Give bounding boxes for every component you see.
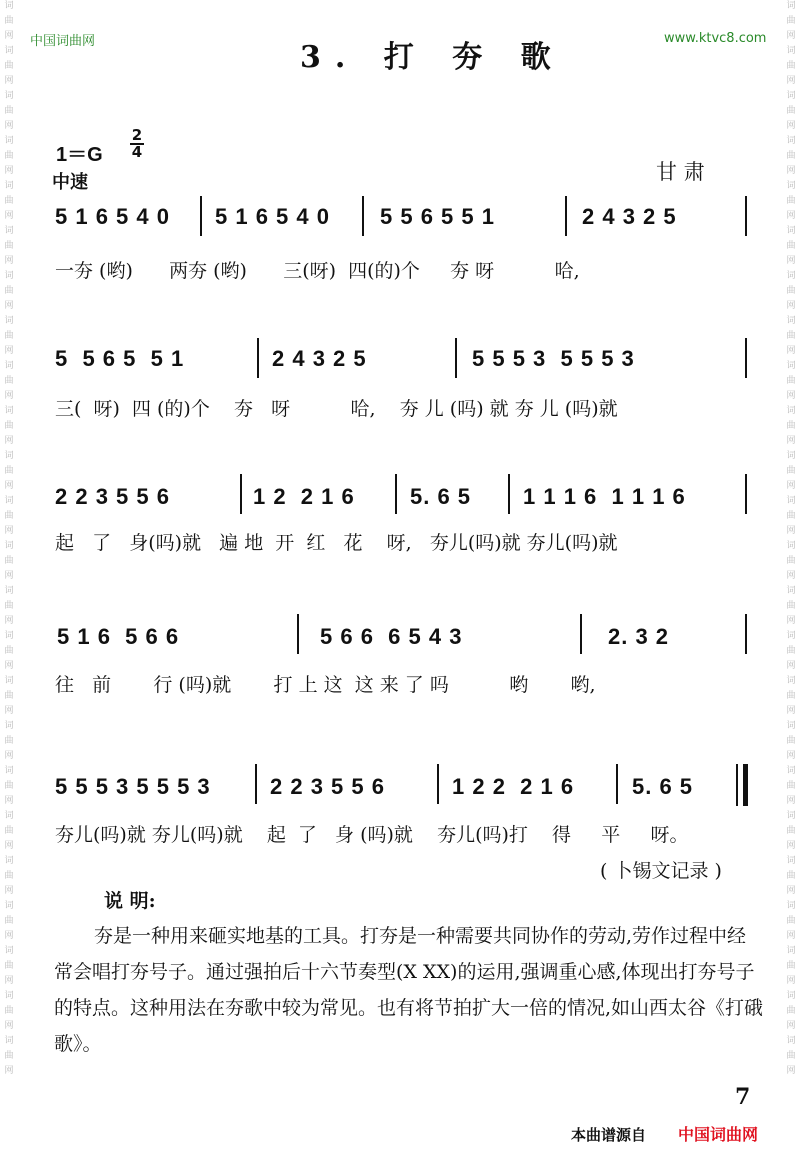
watermark-char: 曲	[786, 1006, 796, 1016]
barline	[362, 196, 364, 236]
watermark-char: 词	[4, 451, 14, 461]
watermark-char: 词	[4, 721, 14, 731]
watermark-char: 曲	[786, 466, 796, 476]
song-title: 3. 打 夯 歌	[300, 40, 565, 75]
watermark-char: 曲	[786, 691, 796, 701]
measure-5-3: 1 2 2 2 1 6	[452, 774, 575, 799]
barline	[255, 764, 257, 804]
watermark-char: 词	[4, 496, 14, 506]
watermark-char: 网	[786, 346, 796, 356]
watermark-char: 网	[786, 436, 796, 446]
watermark-char: 网	[4, 796, 14, 806]
site-url-right[interactable]: www.ktvc8.com	[664, 31, 767, 46]
watermark-char: 曲	[786, 871, 796, 881]
watermark-char: 曲	[786, 1051, 796, 1061]
watermark-char: 曲	[4, 421, 14, 431]
watermark-char: 网	[786, 751, 796, 761]
watermark-char: 网	[4, 346, 14, 356]
time-signature	[130, 128, 144, 160]
watermark-char: 词	[786, 811, 796, 821]
watermark-char: 词	[786, 541, 796, 551]
watermark-char: 网	[786, 76, 796, 86]
watermark-char: 曲	[786, 376, 796, 386]
watermark-char: 网	[786, 571, 796, 581]
time-signature-top: 2	[131, 126, 143, 144]
watermark-char: 词	[786, 721, 796, 731]
watermark-char: 词	[786, 406, 796, 416]
watermark-char: 网	[786, 256, 796, 266]
watermark-char: 网	[4, 886, 14, 896]
lyrics-line-1: 一夯 (哟) 两夯 (哟) 三(呀) 四(的)个 夯 呀 哈,	[55, 260, 580, 282]
lyrics-line-2: 三( 呀) 四 (的)个 夯 呀 哈, 夯 儿 (吗) 就 夯 儿 (吗)就	[55, 398, 618, 420]
watermark-char: 词	[4, 856, 14, 866]
region-label: 甘 肃	[656, 160, 705, 184]
barline	[395, 474, 397, 514]
watermark-char: 词	[786, 901, 796, 911]
measure-1-4: 2 4 3 2 5	[582, 204, 677, 229]
measure-3-2: 1 2 2 1 6	[253, 484, 355, 509]
watermark-char: 曲	[4, 106, 14, 116]
measure-3-1: 2 2 3 5 5 6	[55, 484, 170, 509]
measure-5-2: 2 2 3 5 5 6	[270, 774, 385, 799]
watermark-char: 词	[786, 136, 796, 146]
watermark-char: 词	[786, 316, 796, 326]
watermark-char: 曲	[786, 961, 796, 971]
watermark-char: 网	[786, 31, 796, 41]
watermark-char: 曲	[786, 916, 796, 926]
watermark-char: 词	[4, 1036, 14, 1046]
watermark-char: 词	[786, 856, 796, 866]
watermark-char: 网	[786, 301, 796, 311]
site-name-left[interactable]: 中国词曲网	[30, 34, 96, 49]
watermark-char: 词	[4, 766, 14, 776]
watermark-char: 词	[4, 946, 14, 956]
watermark-char: 词	[4, 226, 14, 236]
watermark-char: 网	[4, 976, 14, 986]
watermark-char: 曲	[786, 196, 796, 206]
watermark-char: 曲	[786, 331, 796, 341]
barline	[257, 338, 259, 378]
watermark-char: 曲	[4, 871, 14, 881]
barline	[745, 196, 747, 236]
watermark-char: 曲	[4, 1006, 14, 1016]
barline	[508, 474, 510, 514]
footer-source-label: 本曲谱源自	[571, 1126, 647, 1144]
watermark-char: 网	[786, 796, 796, 806]
watermark-char: 网	[4, 931, 14, 941]
watermark-char: 网	[4, 706, 14, 716]
watermark-char: 词	[786, 766, 796, 776]
watermark-char: 词	[4, 541, 14, 551]
measure-4-3: 2. 3 2	[608, 624, 670, 649]
watermark-char: 曲	[4, 916, 14, 926]
watermark-char: 词	[4, 586, 14, 596]
watermark-char: 网	[786, 211, 796, 221]
watermark-char: 曲	[786, 16, 796, 26]
measure-5-1: 5 5 5 3 5 5 5 3	[55, 774, 211, 799]
measure-1-1: 5 1 6 5 4 0	[55, 204, 170, 229]
watermark-char: 网	[786, 976, 796, 986]
watermark-char: 曲	[4, 151, 14, 161]
watermark-char: 曲	[4, 781, 14, 791]
watermark-char: 网	[4, 751, 14, 761]
watermark-char: 网	[786, 1021, 796, 1031]
watermark-char: 曲	[4, 466, 14, 476]
watermark-char: 网	[4, 211, 14, 221]
left-watermark-strip	[0, 0, 18, 1172]
barline	[745, 614, 747, 654]
watermark-char: 网	[4, 301, 14, 311]
watermark-char: 网	[4, 661, 14, 671]
watermark-char: 曲	[4, 286, 14, 296]
watermark-char: 网	[4, 256, 14, 266]
watermark-char: 曲	[4, 16, 14, 26]
notes-paragraph: 夯是一种用来砸实地基的工具。打夯是一种需要共同协作的劳动,劳作过程中经常会唱打夯号子。通过强拍后十六节奏型(X XX)的运用,强调重心感,体现出打夯号子的特点。这种用法在夯歌中较为常见。也有将节拍扩大一倍的情况,如山西太谷《打硪歌》。	[54, 925, 764, 1055]
watermark-char: 网	[786, 166, 796, 176]
watermark-char: 曲	[786, 781, 796, 791]
watermark-char: 曲	[786, 826, 796, 836]
watermark-char: 网	[786, 616, 796, 626]
measure-2-3: 5 5 5 3 5 5 5 3	[472, 346, 635, 371]
barline	[297, 614, 299, 654]
watermark-char: 网	[786, 661, 796, 671]
watermark-char: 曲	[786, 556, 796, 566]
barline	[437, 764, 439, 804]
final-barline-thick	[743, 764, 748, 806]
right-watermark-strip	[782, 0, 800, 1172]
watermark-char: 词	[786, 676, 796, 686]
watermark-char: 曲	[786, 511, 796, 521]
footer-source-site[interactable]: 中国词曲网	[678, 1125, 759, 1144]
barline	[745, 474, 747, 514]
watermark-char: 曲	[786, 286, 796, 296]
watermark-char: 词	[786, 451, 796, 461]
watermark-char: 词	[786, 226, 796, 236]
watermark-char: 词	[786, 181, 796, 191]
watermark-char: 曲	[786, 421, 796, 431]
watermark-char: 曲	[4, 601, 14, 611]
barline	[565, 196, 567, 236]
watermark-char: 网	[4, 571, 14, 581]
final-barline-thin	[736, 764, 738, 806]
watermark-char: 曲	[4, 646, 14, 656]
barline	[455, 338, 457, 378]
watermark-char: 词	[786, 586, 796, 596]
time-signature-bottom: 4	[131, 143, 143, 161]
watermark-char: 网	[4, 391, 14, 401]
watermark-char: 词	[786, 496, 796, 506]
watermark-char: 曲	[786, 106, 796, 116]
measure-1-3: 5 5 6 5 5 1	[380, 204, 495, 229]
watermark-char: 词	[4, 361, 14, 371]
watermark-char: 网	[786, 121, 796, 131]
measure-5-4: 5. 6 5	[632, 774, 694, 799]
watermark-char: 曲	[786, 241, 796, 251]
watermark-char: 词	[4, 316, 14, 326]
watermark-char: 曲	[786, 601, 796, 611]
lyrics-line-3: 起 了 身(吗)就 遍 地 开 红 花 呀, 夯儿(吗)就 夯儿(吗)就	[55, 532, 618, 554]
measure-4-2: 5 6 6 6 5 4 3	[320, 624, 463, 649]
watermark-char: 网	[4, 481, 14, 491]
watermark-char: 网	[786, 886, 796, 896]
recorder-credit: ( 卜锡文记录 )	[600, 860, 722, 882]
watermark-char: 网	[786, 391, 796, 401]
watermark-char: 词	[4, 181, 14, 191]
watermark-char: 网	[4, 1021, 14, 1031]
watermark-char: 网	[786, 706, 796, 716]
watermark-char: 网	[786, 1066, 796, 1076]
watermark-char: 词	[4, 901, 14, 911]
lyrics-line-4: 往 前 行 (吗)就 打 上 这 这 来 了 吗 哟 哟,	[55, 674, 596, 696]
watermark-char: 网	[786, 526, 796, 536]
watermark-char: 网	[4, 841, 14, 851]
tempo-marking: 中速	[52, 172, 88, 193]
watermark-char: 曲	[4, 376, 14, 386]
watermark-char: 曲	[786, 736, 796, 746]
watermark-char: 网	[4, 121, 14, 131]
watermark-char: 网	[4, 166, 14, 176]
watermark-char: 词	[4, 271, 14, 281]
watermark-char: 曲	[4, 826, 14, 836]
watermark-char: 曲	[4, 556, 14, 566]
watermark-char: 网	[786, 481, 796, 491]
measure-3-4: 1 1 1 6 1 1 1 6	[523, 484, 686, 509]
watermark-char: 词	[786, 271, 796, 281]
watermark-char: 曲	[4, 511, 14, 521]
watermark-char: 词	[786, 1036, 796, 1046]
watermark-char: 曲	[4, 196, 14, 206]
barline	[240, 474, 242, 514]
watermark-char: 网	[786, 841, 796, 851]
watermark-char: 曲	[786, 151, 796, 161]
watermark-char: 网	[4, 436, 14, 446]
watermark-char: 词	[4, 46, 14, 56]
watermark-char: 词	[4, 991, 14, 1001]
watermark-char: 曲	[4, 241, 14, 251]
notes-heading: 说 明:	[104, 890, 156, 912]
barline	[745, 338, 747, 378]
lyrics-line-5: 夯儿(吗)就 夯儿(吗)就 起 了 身 (吗)就 夯儿(吗)打 得 平 呀。	[55, 824, 689, 846]
watermark-char: 词	[786, 91, 796, 101]
watermark-char: 词	[786, 46, 796, 56]
barline	[200, 196, 202, 236]
barline	[580, 614, 582, 654]
watermark-char: 网	[4, 31, 14, 41]
watermark-char: 网	[4, 616, 14, 626]
watermark-char: 词	[786, 361, 796, 371]
measure-2-1: 5 5 6 5 5 1	[55, 346, 185, 371]
watermark-char: 词	[4, 631, 14, 641]
watermark-char: 词	[786, 631, 796, 641]
watermark-char: 词	[4, 811, 14, 821]
watermark-char: 网	[786, 931, 796, 941]
watermark-char: 网	[4, 1066, 14, 1076]
watermark-char: 词	[4, 406, 14, 416]
watermark-char: 词	[4, 1, 14, 11]
page-number: 7	[735, 1084, 751, 1110]
watermark-char: 曲	[4, 736, 14, 746]
watermark-char: 曲	[786, 646, 796, 656]
measure-3-3: 5. 6 5	[410, 484, 472, 509]
watermark-char: 词	[4, 91, 14, 101]
watermark-char: 词	[4, 136, 14, 146]
watermark-char: 词	[786, 1, 796, 11]
watermark-char: 曲	[4, 961, 14, 971]
key-signature: 1＝G	[56, 144, 103, 166]
watermark-char: 网	[4, 526, 14, 536]
measure-4-1: 5 1 6 5 6 6	[57, 624, 180, 649]
watermark-char: 词	[4, 676, 14, 686]
watermark-char: 曲	[4, 691, 14, 701]
watermark-char: 曲	[786, 61, 796, 71]
measure-1-2: 5 1 6 5 4 0	[215, 204, 330, 229]
barline	[616, 764, 618, 804]
watermark-char: 词	[786, 946, 796, 956]
watermark-char: 词	[786, 991, 796, 1001]
watermark-char: 曲	[4, 1051, 14, 1061]
measure-2-2: 2 4 3 2 5	[272, 346, 367, 371]
watermark-char: 曲	[4, 61, 14, 71]
watermark-char: 网	[4, 76, 14, 86]
watermark-char: 曲	[4, 331, 14, 341]
